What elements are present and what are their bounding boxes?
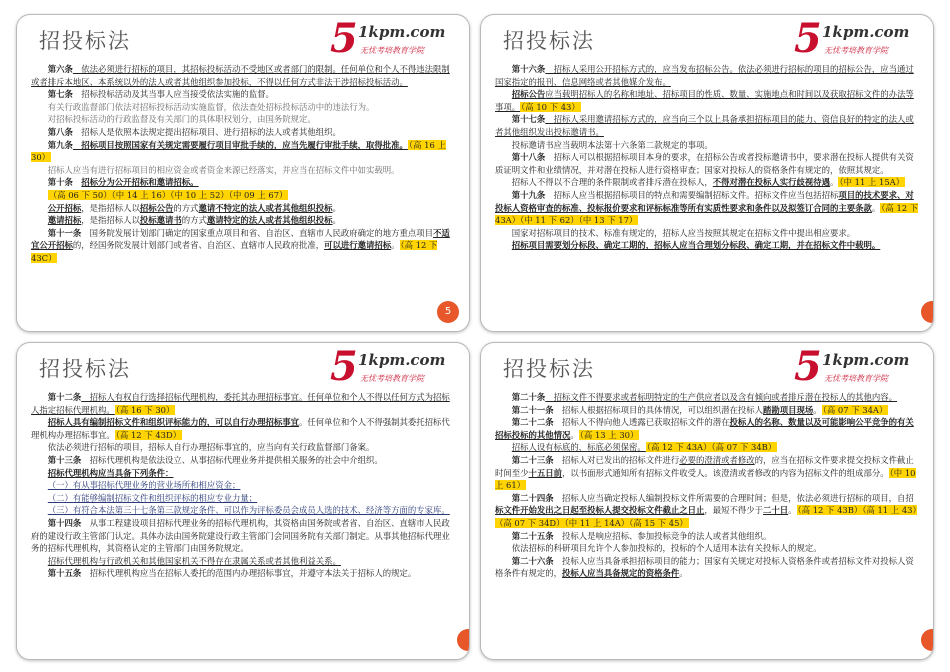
text-run: 招标项目按照国家有关规定需要履行项目审批手续的，应当先履行审批手续，取得批准。 — [72, 139, 408, 150]
exam-reference-highlight: （高 16 上 30） — [31, 139, 446, 163]
text-run: （一）有从事招标代理业务的营业场所和相应资金； — [47, 480, 241, 491]
text-run: 第二十二条 — [511, 417, 554, 428]
text-run: 招标人可以根据招标项目本身的要求，在招标公告或者投标邀请书中，要求潜在投标人提供有关资质证明文件和业绩情况，并对潜在投标人进行资格审查；国家对投标人的资格条件有规定的，依照其规定。 — [495, 152, 914, 175]
article-paragraph — [31, 88, 455, 101]
article-paragraph — [495, 542, 919, 555]
slide-4 — [480, 342, 934, 660]
article-paragraph — [495, 416, 919, 441]
text-run: 依法招标的科研项目允许个人参加投标的，投标的个人适用本法有关投标人的规定。 — [511, 543, 822, 554]
logo-domain: 1kpm.com — [358, 351, 446, 369]
text-run: 国家对招标项目的技术、标准有规定的，招标人应当按照其规定在招标文件中提出相应要求。 — [511, 227, 856, 238]
text-run: 项目的技术要求、对投标人资格审查的标准、投标报价要求和评标标准等所有实质性要求和条件以及拟签订合同的主要条款 — [495, 189, 914, 213]
article-paragraph — [495, 492, 919, 530]
exam-reference-highlight: （高 16 下 30） — [115, 404, 175, 415]
page-number-badge — [457, 629, 470, 651]
text-run: 标文件开始发出之日起至投标人提交投标文件截止之日止 — [495, 505, 705, 516]
text-run: 第十一条 — [47, 227, 82, 238]
logo-subtitle: 无忧考培教育学院 — [360, 374, 424, 383]
text-run: 招标人应当根据招标项目的特点和需要编制招标文件。招标文件应当包括招标 — [545, 189, 839, 200]
text-run: 不得对潜在投标人实行歧视待遇 — [712, 177, 831, 188]
text-run: 的方式 — [181, 215, 207, 226]
article-paragraph — [495, 63, 919, 88]
text-run: 。 — [813, 404, 822, 415]
article-paragraph — [31, 227, 455, 265]
article-paragraph — [495, 391, 919, 404]
page-number-badge — [921, 301, 934, 323]
text-run: 。 — [830, 177, 839, 188]
article-paragraph — [495, 404, 919, 417]
text-run: 第九条 — [47, 139, 73, 150]
text-run: 招标投标活动及其当事人应当接受依法实施的监督。 — [72, 89, 274, 100]
text-run: 的方式 — [173, 202, 199, 213]
text-run: 邀请特定的法人或者其他组织投标 — [206, 215, 333, 226]
text-run: ，是指招标人以 — [81, 202, 140, 213]
text-run: 招标人采用邀请招标方式的，应当向三个以上具备承担招标项目的能力、资信良好的特定的法人或者其他组织发出投标邀请书。 — [495, 114, 914, 137]
text-run: 十五日前 — [528, 467, 562, 478]
text-run: 从事工程建设项目招标代理业务的招标代理机构，其资格由国务院或者省、自治区、直辖市人民政府的建设行政主管部门认定。具体办法由国务院建设行政主管部门会同国务院有关部门制定。从事其他招标代理业务的招标代理机构，其资格认定的主管部门由国务院规定。 — [31, 517, 450, 554]
article-paragraph — [31, 214, 455, 227]
exam-reference-highlight: （高 12 下 43C） — [31, 240, 438, 263]
text-run: 第七条 — [47, 89, 73, 100]
text-run: 的，应当在招标文件要求提交投标文件截止时间至少 — [495, 454, 914, 478]
slide-header — [17, 343, 469, 395]
logo-domain: 1kpm.com — [822, 23, 910, 41]
text-run: 招标代理机构应当具备下列条件： — [47, 467, 174, 478]
logo-domain: 1kpm.com — [822, 351, 910, 369]
article-paragraph — [31, 126, 455, 139]
text-run: 依法必须进行招标的项目，其招标投标活动不受地区或者部门的限制。任何单位和个人不得违法限制或者排斥本地区、本系统以外的法人或者其他组织参加投标，不得以任何方式非法干涉招标投标活动。 — [31, 64, 450, 87]
text-run: ，最短不得少于 — [704, 505, 763, 516]
text-run: 第二十五条 — [511, 530, 554, 541]
article-paragraph — [495, 139, 919, 152]
article-paragraph — [495, 454, 919, 492]
logo-domain: 1kpm.com — [358, 23, 446, 41]
exam-reference-highlight: （高 12 下 43A）（高 07 下 34B） — [646, 442, 777, 453]
logo-number: 5 — [330, 343, 358, 390]
text-run: 公开招标 — [47, 202, 82, 213]
exam-reference-highlight: （高 07 下 34A） — [822, 404, 888, 415]
text-run: 有关行政监督部门依法对招标投标活动实施监督，依法查处招标投标活动中的违法行为。 — [47, 101, 375, 112]
slide-header — [481, 15, 933, 67]
text-run: 国务院发展计划部门确定的国家重点项目和省、自治区、直辖市人民政府确定的地方重点项目 — [81, 227, 434, 238]
slide-body — [31, 63, 455, 265]
article-paragraph — [31, 63, 455, 88]
article-paragraph — [495, 555, 919, 580]
slide-title: 招投标法 — [39, 357, 131, 381]
slide-header — [17, 15, 469, 67]
article-paragraph — [495, 530, 919, 543]
text-run: 招标代理机构应当在招标人委托的范围内办理招标事宜，并遵守本法关于招标人的规定。 — [81, 568, 417, 579]
article-paragraph — [31, 454, 455, 467]
slide-title: 招投标法 — [503, 357, 595, 381]
text-run: 第十五条 — [47, 568, 82, 579]
brand-logo — [794, 15, 919, 65]
article-paragraph — [31, 567, 455, 580]
slide-header — [481, 343, 933, 395]
text-run: 。 — [788, 505, 797, 516]
text-run: 。 — [332, 202, 341, 213]
text-run: 招标人具有编制招标文件和组织评标能力的，可以自行办理招标事宜 — [47, 417, 300, 428]
text-run: 投标邀请书 — [139, 215, 182, 226]
article-paragraph — [31, 139, 455, 164]
text-run: 。 — [871, 202, 881, 213]
text-run: 第二十四条 — [511, 492, 554, 503]
page-number-badge: 5 — [437, 301, 459, 323]
exam-reference-highlight: （中 10 上 61） — [495, 467, 916, 491]
text-run: 。 — [391, 240, 400, 251]
article-paragraph — [495, 151, 919, 176]
text-run: 招标分为公开招标和邀请招标。 — [81, 177, 199, 188]
slide-body — [495, 391, 919, 580]
text-run: 招标人对已发出的招标文件进行 — [553, 454, 680, 465]
text-run: 。任何单位和个人不得强制其委托招标代理机构办理招标事宜。 — [31, 417, 450, 440]
article-paragraph — [31, 176, 455, 189]
text-run: 第二十条 — [511, 392, 546, 402]
article-paragraph — [31, 101, 455, 114]
article-paragraph — [495, 189, 919, 227]
text-run: 不适宜公开招标 — [31, 227, 450, 251]
slide-2 — [480, 14, 934, 332]
article-paragraph — [495, 239, 919, 252]
text-run: 投标邀请书应当载明本法第十六条第二款规定的事项。 — [511, 139, 713, 150]
text-run: 招标人不得向他人透露已获取招标文件的潜在 — [553, 417, 730, 428]
slide-3 — [16, 342, 470, 660]
text-run: 招标人有权自行选择招标代理机构，委托其办理招标事宜。任何单位和个人不得以任何方式为招标人指定招标代理机构。 — [31, 392, 450, 415]
text-run: 第十三条 — [47, 454, 82, 465]
text-run: 第十八条 — [511, 152, 546, 163]
text-run: 第十条 — [47, 177, 73, 188]
brand-logo — [794, 343, 919, 393]
text-run: 招标文件不得要求或者标明特定的生产供应者以及含有倾向或者排斥潜在投标人的其他内容。 — [545, 392, 898, 402]
article-paragraph — [31, 391, 455, 416]
slide-body — [31, 391, 455, 580]
article-paragraph — [31, 202, 455, 215]
article-paragraph — [31, 164, 455, 177]
logo-number: 5 — [794, 343, 822, 390]
text-run: 必要的澄清或者修改 — [679, 454, 755, 465]
article-paragraph — [31, 517, 455, 555]
text-run: 第二十一条 — [511, 404, 554, 415]
text-run: 招标人不得以不合理的条件限制或者排斥潜在投标人， — [511, 177, 713, 188]
text-run: 招标人应当确定投标人编制投标文件所需要的合理时间；但是，依法必须进行招标的项目，自招 — [553, 492, 914, 503]
article-paragraph — [31, 467, 455, 480]
text-run: 。 — [679, 568, 688, 579]
slide-body — [495, 63, 919, 252]
text-run: 第十七条 — [511, 114, 546, 125]
text-run: 。 — [332, 215, 341, 226]
text-run: 第二十三条 — [511, 454, 554, 465]
text-run: 第八条 — [47, 126, 73, 137]
text-run: 招标人是依照本法规定提出招标项目、进行招标的法人或者其他组织。 — [72, 126, 341, 137]
exam-reference-highlight: （高 12 下 43D） — [115, 429, 182, 440]
text-run: ，以书面形式通知所有招标文件收受人。该澄清或者修改的内容为招标文件的组成部分。 — [562, 467, 889, 478]
text-run: 可以进行邀请招标 — [324, 240, 392, 251]
text-run: 招标人设有标底的，标底必须保密。 — [511, 442, 646, 453]
exam-reference-highlight: （高 12 下 43B）（高 11 上 43）（高 07 下 34D）（中 11 上 14A）（高 15 下 45） — [495, 505, 917, 528]
slide-title: 招投标法 — [39, 29, 131, 53]
text-run: 依法必须进行招标的项目，招标人自行办理招标事宜的，应当向有关行政监督部门备案。 — [47, 442, 375, 453]
slide-title: 招投标法 — [503, 29, 595, 53]
article-paragraph — [31, 479, 455, 492]
exam-reference-highlight: （高 10 下 43） — [521, 101, 580, 112]
text-run: 的，经国务院发展计划部门或者省、自治区、直辖市人民政府批准， — [72, 240, 325, 251]
logo-subtitle: 无忧考培教育学院 — [824, 374, 888, 383]
text-run: 二十日 — [763, 505, 789, 516]
exam-reference-highlight: （高 12 下 43A）（中 11 下 62）（中 13 下 17） — [495, 202, 919, 226]
text-run: 第十六条 — [511, 64, 546, 74]
brand-logo — [330, 15, 455, 65]
text-run: 投标人是响应招标、参加投标竞争的法人或者其他组织。 — [553, 530, 772, 541]
article-paragraph — [31, 504, 455, 517]
article-paragraph — [495, 88, 919, 113]
exam-reference-highlight: （中 11 上 15A） — [839, 177, 905, 188]
brand-logo — [330, 343, 455, 393]
article-paragraph — [31, 441, 455, 454]
logo-number: 5 — [330, 15, 358, 62]
text-run: 第二十六条 — [511, 555, 554, 566]
logo-subtitle: 无忧考培教育学院 — [360, 46, 424, 55]
text-run: （三）有符合本法第三十七条第三款规定条件、可以作为评标委员会成员人选的技术、经济等方面的专家库。 — [47, 505, 450, 516]
text-run: 。 — [570, 429, 579, 440]
text-run: 投标人的名称、数量以及可能影响公平竞争的有关招标投标的其他情况 — [495, 417, 914, 440]
article-paragraph — [495, 227, 919, 240]
text-run: 邀请招标 — [47, 215, 82, 226]
text-run: 招标代理机构是依法设立、从事招标代理业务并提供相关服务的社会中介组织。 — [81, 454, 383, 465]
text-run: 第十二条 — [47, 392, 82, 402]
text-run: 招标项目需要划分标段、确定工期的，招标人应当合理划分标段、确定工期，并在招标文件中载明。 — [511, 240, 881, 251]
logo-subtitle: 无忧考培教育学院 — [824, 46, 888, 55]
text-run: 投标人应当具备承担招标项目的能力；国家有关规定对投标人资格条件或者招标文件对投标人资格条件有规定的， — [495, 555, 914, 579]
text-run: 对招标投标活动的行政监督及有关部门的具体职权划分，由国务院规定。 — [47, 114, 316, 125]
text-run: 招标人应当有进行招标项目的相应资金或者资金来源已经落实，并应当在招标文件中如实载明。 — [47, 164, 400, 175]
text-run: 招标人根据招标项目的具体情况，可以组织潜在投标人 — [553, 404, 764, 415]
text-run: 第十四条 — [47, 517, 82, 528]
text-run: 第六条 — [47, 64, 73, 74]
text-run: 招标公告 — [139, 202, 174, 213]
article-paragraph — [31, 113, 455, 126]
page-number-badge — [921, 629, 934, 651]
article-paragraph — [31, 555, 455, 568]
article-paragraph — [31, 492, 455, 505]
exam-reference-highlight: （高 06 下 50）（中 14 上 16）（中 10 上 52）（中 09 上 67） — [48, 189, 288, 200]
article-paragraph — [31, 189, 455, 202]
article-paragraph — [31, 416, 455, 441]
text-run: 招标公告 — [511, 89, 546, 100]
text-run: 招标代理机构与行政机关和其他国家机关不得存在隶属关系或者其他利益关系。 — [47, 555, 341, 566]
text-run: 应当载明招标人的名称和地址、招标项目的性质、数量、实施地点和时间以及获取招标文件的办法等事项。 — [495, 89, 914, 112]
text-run: （二）有能够编制招标文件和组织评标的相应专业力量； — [47, 492, 258, 503]
article-paragraph — [495, 176, 919, 189]
text-run: 踏勘项目现场 — [763, 404, 814, 415]
exam-reference-highlight: （高 13 上 30） — [579, 429, 639, 440]
text-run: ，是指招标人以 — [81, 215, 140, 226]
article-paragraph — [495, 441, 919, 454]
text-run: 第十九条 — [511, 189, 546, 200]
slide-1 — [16, 14, 470, 332]
text-run: 投标人应当具备规定的资格条件 — [562, 568, 680, 579]
text-run: 招标人采用公开招标方式的，应当发布招标公告。依法必须进行招标的项目的招标公告，应当通过国家指定的报刊、信息网络或者其他媒介发布。 — [495, 64, 914, 87]
article-paragraph — [495, 113, 919, 138]
logo-number: 5 — [794, 15, 822, 62]
text-run: 邀请不特定的法人或者其他组织投标 — [198, 202, 333, 213]
